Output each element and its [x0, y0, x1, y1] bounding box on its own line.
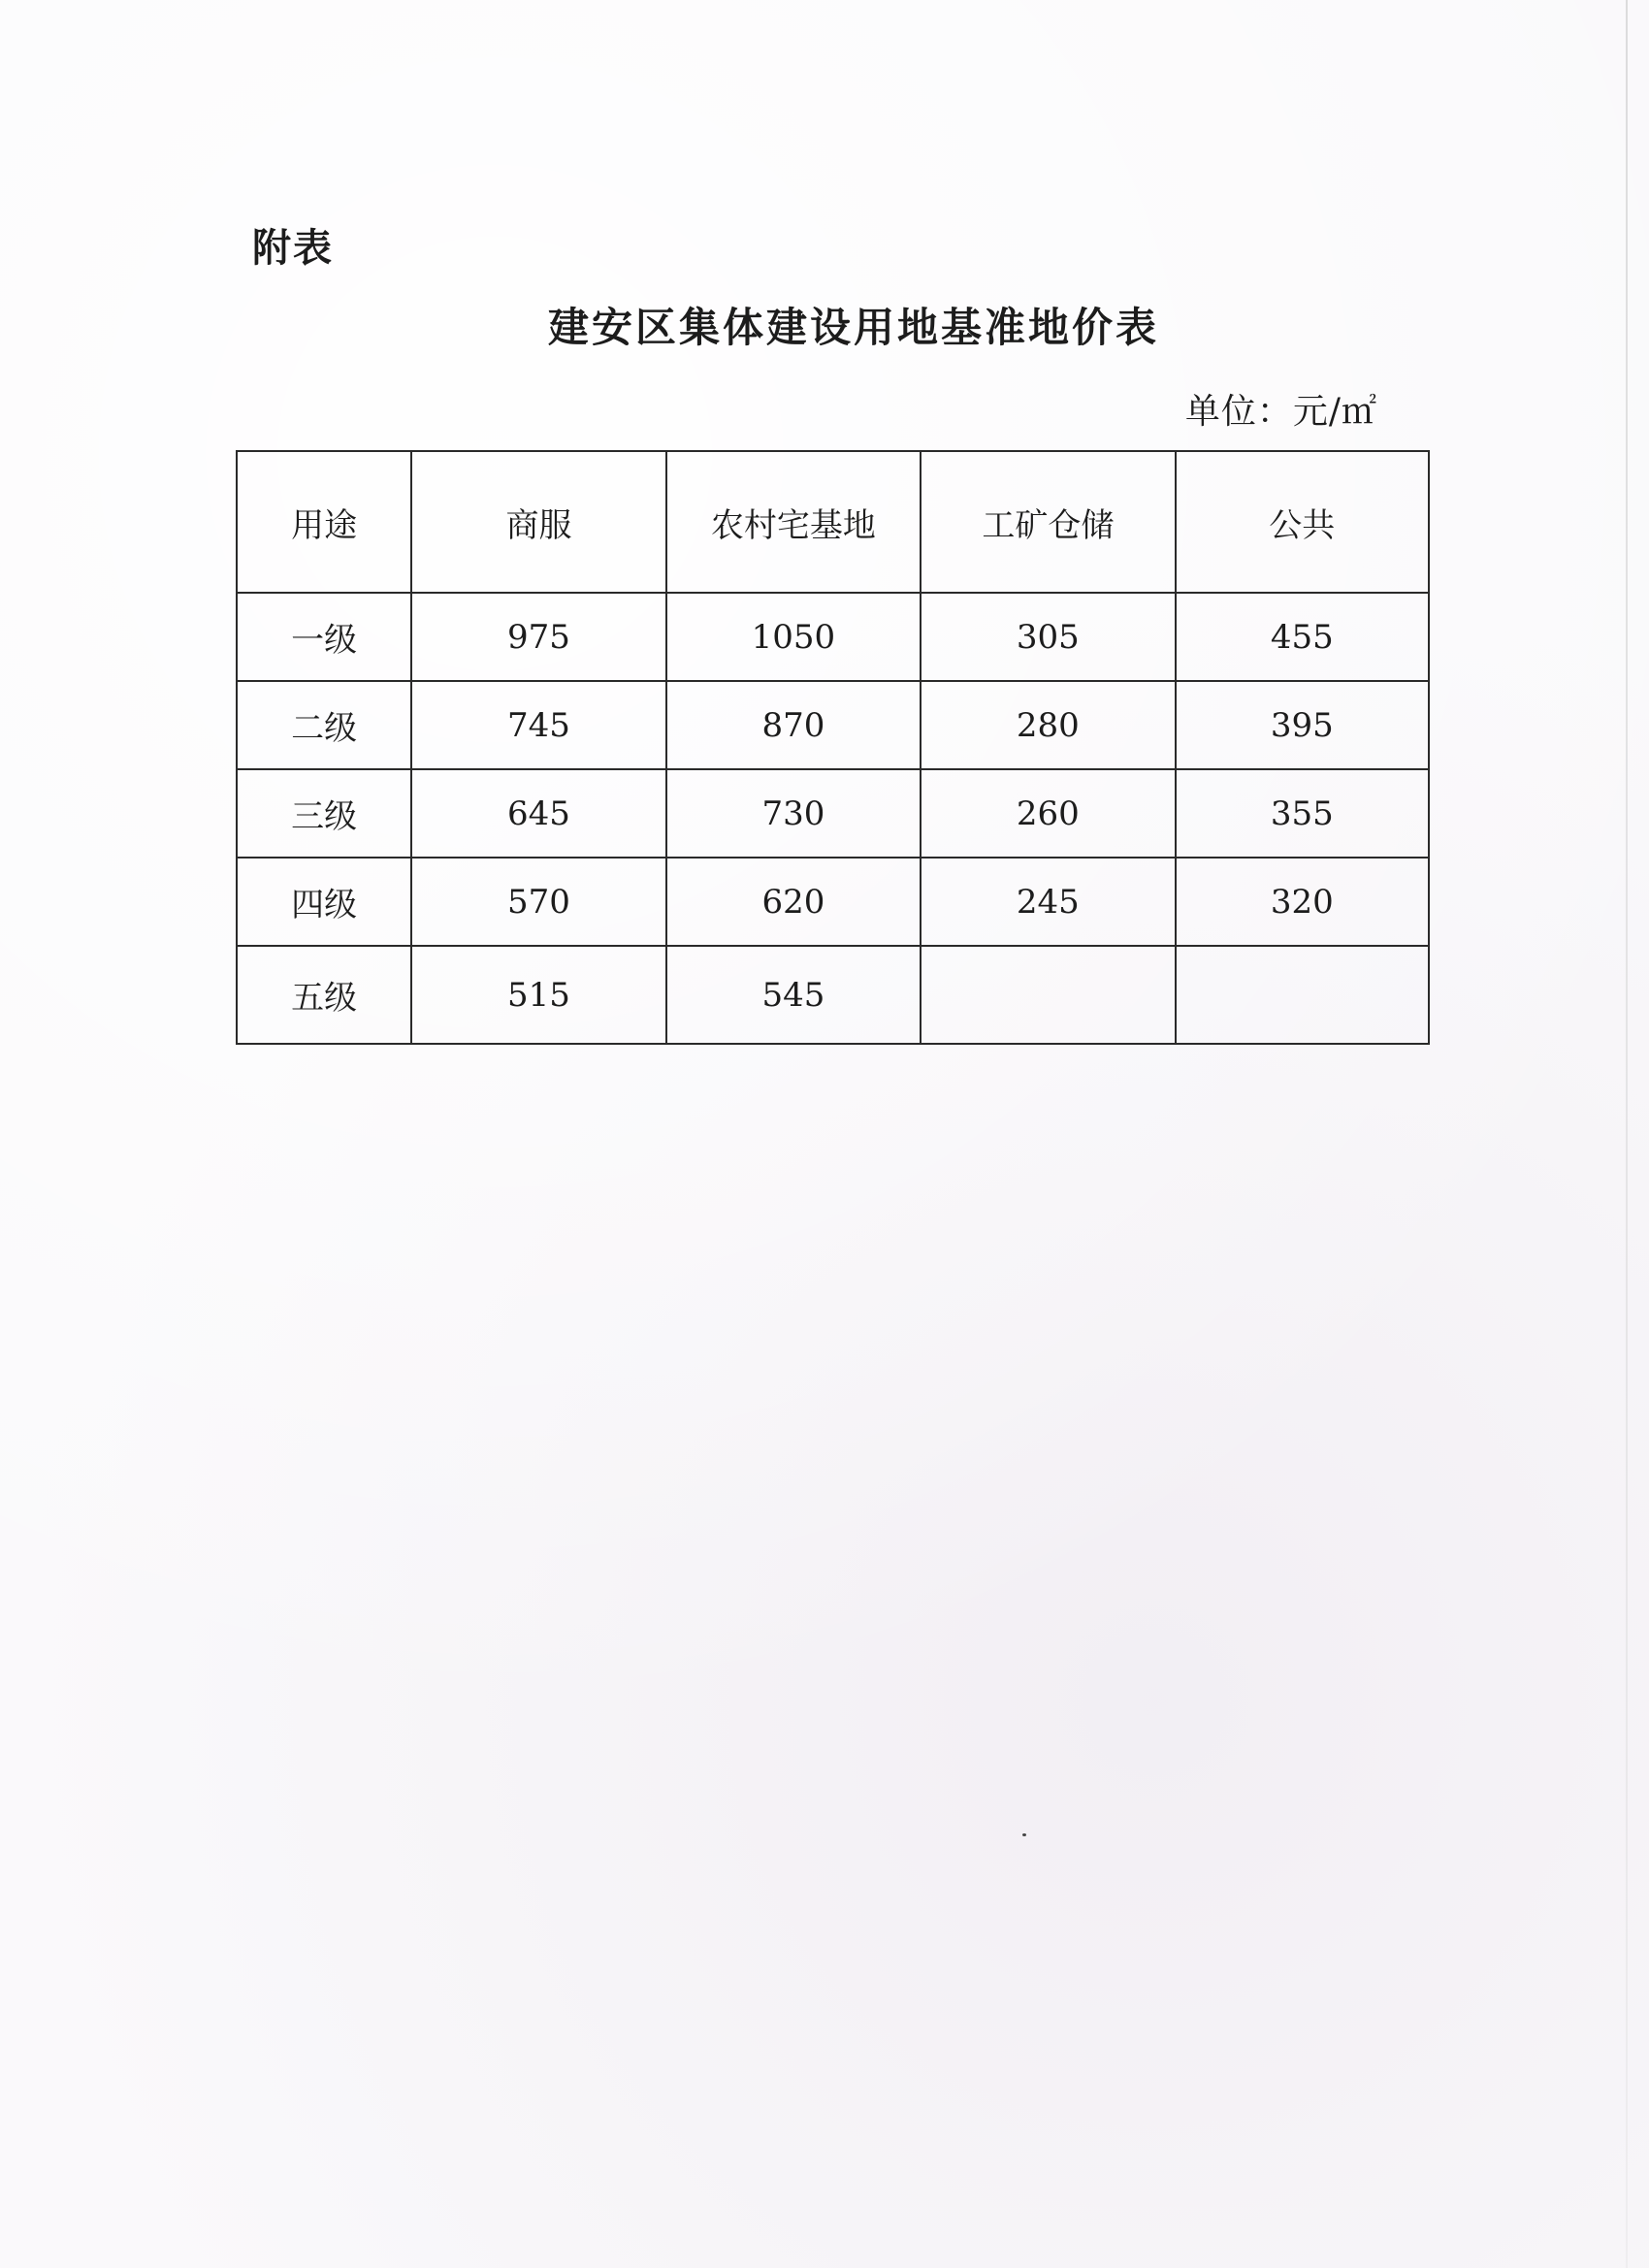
- table-cell: 730: [666, 769, 921, 858]
- grade-cell: 一级: [237, 593, 411, 681]
- unit-label: 单位：元/㎡: [1184, 392, 1377, 432]
- grade-cell: 二级: [237, 681, 411, 769]
- header-cell-industrial-storage: 工矿仓储: [921, 451, 1175, 593]
- table-cell: 645: [411, 769, 665, 858]
- appendix-label: 附表: [252, 226, 334, 271]
- header-cell-rural-homestead: 农村宅基地: [666, 451, 921, 593]
- table-row: [237, 858, 1429, 946]
- table-cell: 545: [666, 946, 921, 1044]
- header-cell-commercial: 商服: [411, 451, 665, 593]
- table-cell-empty: [1176, 946, 1429, 1044]
- table-cell: 245: [921, 858, 1175, 946]
- table-cell: 745: [411, 681, 665, 769]
- table-cell: 570: [411, 858, 665, 946]
- table-cell: 280: [921, 681, 1175, 769]
- table-cell: 620: [666, 858, 921, 946]
- table-row: [237, 946, 1429, 1044]
- table-cell: 1050: [666, 593, 921, 681]
- table-cell: 305: [921, 593, 1175, 681]
- land-price-table: [236, 450, 1430, 1045]
- table-cell: 395: [1176, 681, 1429, 769]
- paper-speck: [1022, 1833, 1026, 1836]
- table-cell: 455: [1176, 593, 1429, 681]
- table-cell: 260: [921, 769, 1175, 858]
- table-cell: 870: [666, 681, 921, 769]
- table-cell: 355: [1176, 769, 1429, 858]
- table-row: [237, 593, 1429, 681]
- table-header-row: [237, 451, 1429, 593]
- table-cell: 975: [411, 593, 665, 681]
- table-row: [237, 681, 1429, 769]
- document-title: 建安区集体建设用地基准地价表: [547, 304, 1159, 351]
- table-row: [237, 769, 1429, 858]
- header-cell-public: 公共: [1176, 451, 1429, 593]
- table-cell-empty: [921, 946, 1175, 1044]
- table-cell: 320: [1176, 858, 1429, 946]
- table-cell: 515: [411, 946, 665, 1044]
- grade-cell: 四级: [237, 858, 411, 946]
- header-cell-use: 用途: [237, 451, 411, 593]
- grade-cell: 三级: [237, 769, 411, 858]
- grade-cell: 五级: [237, 946, 411, 1044]
